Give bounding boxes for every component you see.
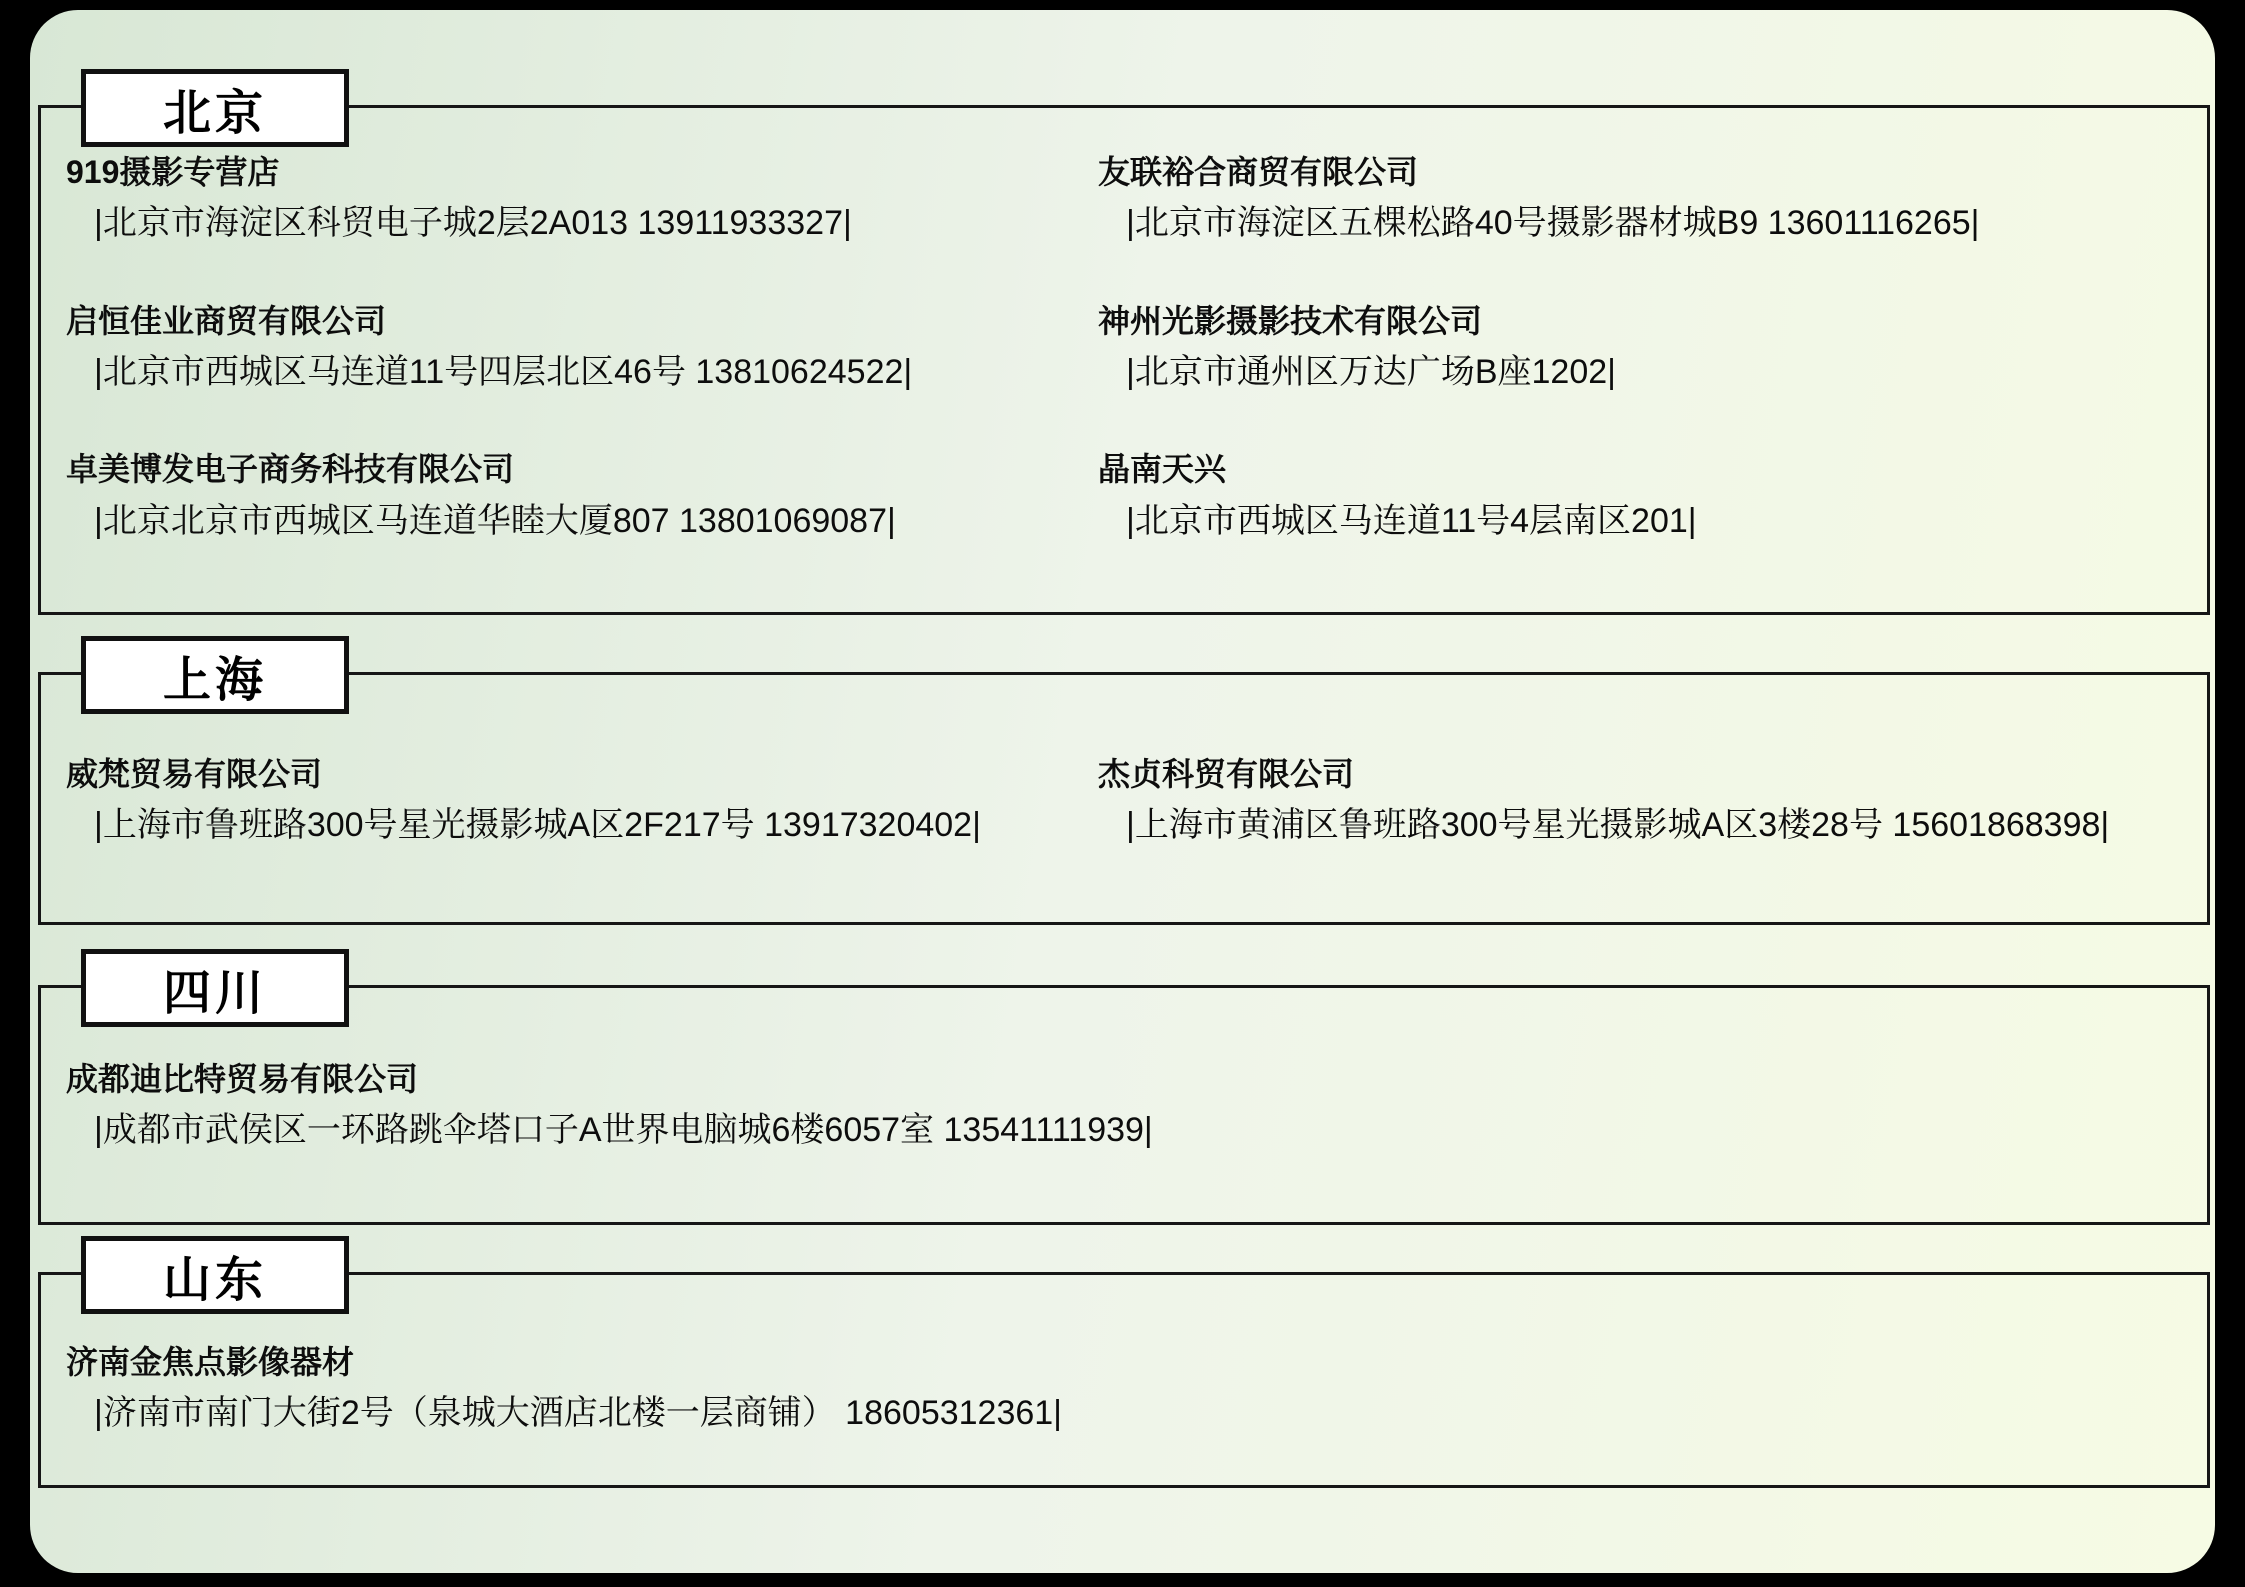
dealer-entry [66,1343,2177,1436]
dealer-name: 济南金焦点影像器材 [66,1344,355,1380]
dealer-address: |成都市武侯区一环路跳伞塔口子A世界电脑城6楼6057室 13541111939| [94,1111,1153,1150]
dealer-entry [66,302,1098,395]
region-label: 山东 [162,1253,267,1307]
region-label: 上海 [162,653,267,707]
region-section [38,86,2210,615]
dealer-name: 威梵贸易有限公司 [66,756,323,792]
region-label-box [81,1236,349,1314]
dealer-directory-card [30,10,2215,1573]
region-section [38,1253,2210,1488]
dealer-entry [1098,302,2177,395]
dealer-name: 成都迪比特贸易有限公司 [66,1061,419,1097]
dealer-entry [66,153,1098,246]
dealer-address: |北京市西城区马连道11号4层南区201| [1126,501,1697,540]
dealer-name: 杰贞科贸有限公司 [1098,756,1355,792]
region-label: 四川 [162,966,267,1020]
dealer-name: 919摄影专营店 [66,154,280,190]
dealer-entries [66,1343,2177,1436]
dealer-entries [66,1060,2177,1153]
dealer-entry [1098,755,2177,848]
dealer-address: |北京市海淀区五棵松路40号摄影器材城B9 13601116265| [1126,204,1980,243]
dealer-address: |北京市通州区万达广场B座1202| [1126,352,1616,391]
dealer-address: |北京市海淀区科贸电子城2层2A013 13911933327| [94,204,852,243]
dealer-entry [1098,153,2177,246]
dealer-address: |上海市鲁班路300号星光摄影城A区2F217号 13917320402| [94,806,981,845]
dealer-name: 神州光影摄影技术有限公司 [1098,302,1483,339]
region-label-box [81,636,349,714]
dealer-entries [66,755,2177,848]
dealer-name: 晶南天兴 [1098,451,1227,488]
region-section [38,653,2210,925]
dealer-entry [1098,450,2177,543]
dealer-address: |北京北京市西城区马连道华睦大厦807 13801069087| [94,501,896,540]
region-label-box [81,949,349,1027]
dealer-entries [66,153,2177,543]
region-label-box [81,69,349,147]
dealer-address: |济南市南门大街2号（泉城大酒店北楼一层商铺） 18605312361| [94,1394,1063,1433]
dealer-entry [66,755,1098,848]
dealer-entry [66,450,1098,543]
dealer-name: 启恒佳业商贸有限公司 [66,302,387,339]
dealer-address: |上海市黄浦区鲁班路300号星光摄影城A区3楼28号 15601868398| [1126,806,2110,845]
region-label: 北京 [162,86,267,140]
dealer-address: |北京市西城区马连道11号四层北区46号 13810624522| [94,352,913,391]
region-section [38,966,2210,1225]
dealer-name: 卓美博发电子商务科技有限公司 [66,451,515,488]
dealer-entry [66,1060,2177,1153]
dealer-name: 友联裕合商贸有限公司 [1098,154,1419,190]
